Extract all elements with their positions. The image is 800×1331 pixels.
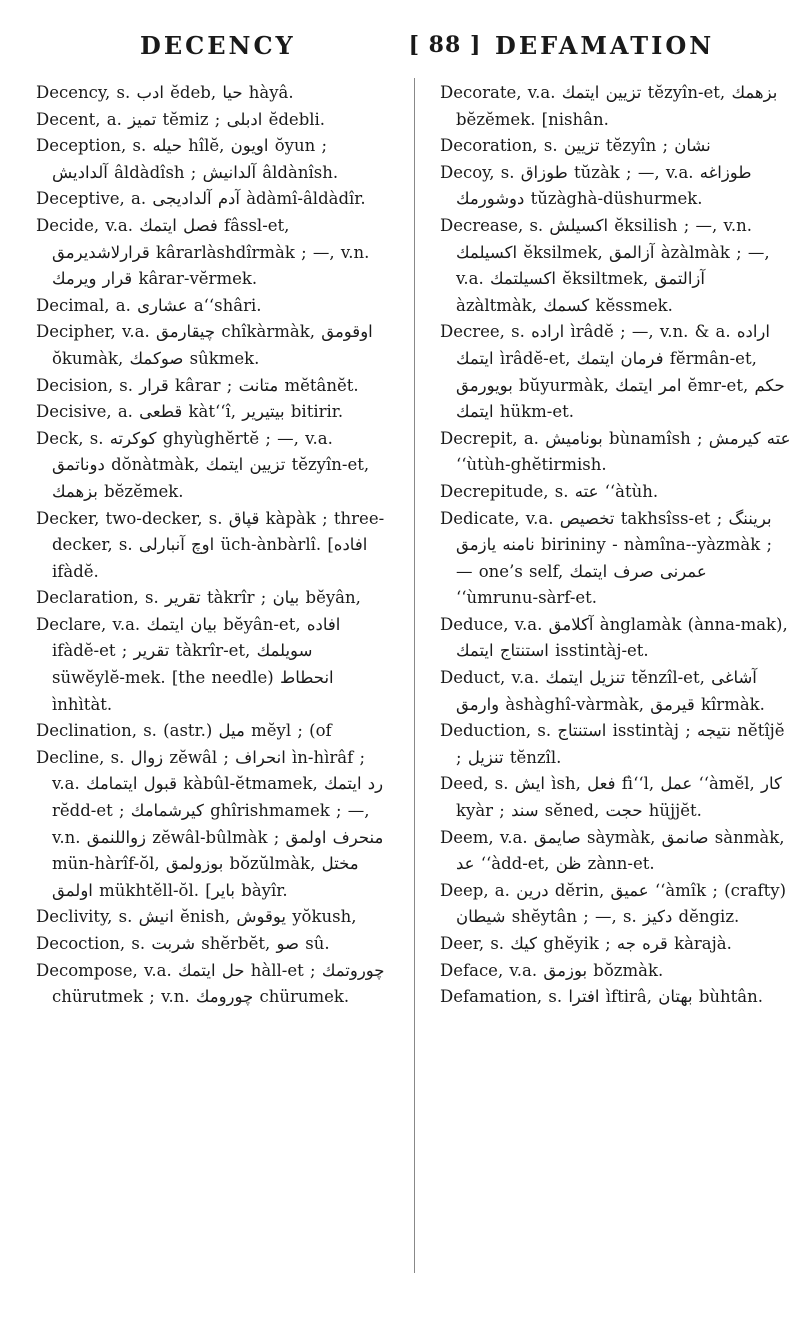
dictionary-entry: Deck, s. كوكرته ghyùghĕrtĕ ; —, v.a. دوناتمق dŏnàtmàk, تزيين ايتمك tĕzyîn-et, بزهمك bĕzĕmek. bbox=[36, 428, 376, 501]
header-right-word: DEFAMATION bbox=[495, 30, 715, 60]
dictionary-entry: Decoy, s. طوزاق tŭzàk ; —, v.a. طوزاغه دوشورمك tŭzàghà-düshurmek. bbox=[440, 162, 758, 209]
dictionary-entry: Deception, s. حيله hîlĕ, اويون ŏyun ; آلداديش âldàdîsh ; آلدانيش âldànîsh. bbox=[36, 136, 339, 182]
dictionary-entry: Declination, s. (astr.) ميل mĕyl ; (of bbox=[36, 721, 332, 741]
dictionary-entry: Deer, s. كيك ghĕyik ; قره جه kàrajà. bbox=[440, 934, 732, 953]
dictionary-entry: Declaration, s. تقرير tàkrîr ; بيان bĕyân, bbox=[36, 588, 361, 608]
dictionary-entry: Decompose, v.a. حل ايتمك hàll-et ; چوروتمك chürutmek ; v.n. چورومك chürumek. bbox=[36, 960, 391, 1007]
dictionary-entry: Deface, v.a. بوزمق bŏzmàk. bbox=[440, 960, 664, 980]
dictionary-entry: Decorate, v.a. تزيين ايتمك tĕzyîn-et, بزهمك bĕzĕmek. [nishân. bbox=[440, 83, 784, 129]
dictionary-entry: Decline, s. زوال zĕwâl ; انحراف ìn-hìrâf ; v.a. قبول ايتمامك kàbûl-ĕtmamek, رد ايتمك rĕdd-et ; كيرشمامك ghîrishmamek ; —, v.n. زواللنمق zĕwâl-bûlmàk ; منحرف اولمق mün-hàrîf-ŏl, بوزولمق bŏzŭlmàk, مختل اولمق mükhtĕll-ŏl. [باير bàyîr. bbox=[36, 747, 390, 900]
dictionary-entry: Decent, a. تميز tĕmiz ; ادبلى ĕdebli. bbox=[36, 109, 326, 129]
dictionary-entry: Decide, v.a. فصل ايتمك fâssl-et, قرارلاشديرمق kârarlàshdîrmàk ; —, v.n. قرار ويرمك kârar-vĕrmek. bbox=[36, 215, 376, 289]
dictionary-entry: Decoration, s. تزيين tĕzyîn ; نشان bbox=[440, 136, 711, 156]
dictionary-entry: Deduce, v.a. آكلامق ànglamàk (ànna-mak), استنتاج ايتمك isstintàj-et. bbox=[440, 614, 794, 661]
dictionary-entry: Decrepitude, s. عته ‘‘àtùh. bbox=[440, 481, 659, 501]
dictionary-entry: Decree, s. اراده ìrâdĕ ; —, v.n. & a. اراده ايتمك ìrâdĕ-et, فرمان ايتمك fĕrmân-et, بويورمق bŭyurmàk, امر ايتمك ĕmr-et, حكم ايتمك hükm-et. bbox=[440, 322, 791, 422]
left-column bbox=[36, 80, 391, 1011]
dictionary-entry: Decipher, v.a. چيقارمق chîkàrmàk, اوقومق ŏkumàk, صوكمك sûkmek. bbox=[36, 322, 379, 368]
dictionary-entry: Decision, s. قرار kârar ; متانت mĕtânĕt. bbox=[36, 375, 359, 395]
column-divider bbox=[414, 78, 415, 1273]
dictionary-entry: Decrease, s. اكسيلش ĕksilish ; —, v.n. اكسيلمك ĕksilmek, آزالمق àzàlmàk ; —, v.a. اكسيلتمك ĕksiltmek, آزالتمق àzàltmàk, كسمك kĕssmek. bbox=[440, 215, 776, 315]
dictionary-entry: Deduct, v.a. تنزيل ايتمك tĕnzîl-et, آشاغى وارمق àshàghî-vàrmàk, قيرمق kîrmàk. bbox=[440, 668, 765, 714]
dictionary-entry: Deem, v.a. صايمق sàymàk, صانمق sànmàk, عد ‘‘àdd-et, ظن zànn-et. bbox=[440, 827, 791, 874]
page-header bbox=[40, 28, 760, 62]
dictionary-entry: Decency, s. ادب ĕdeb, حيا hàyâ. bbox=[36, 83, 294, 102]
dictionary-entry: Defamation, s. افترا ìftirâ, بهتان bùhtân. bbox=[440, 987, 763, 1007]
dictionary-entry: Decisive, a. قطعى kàt‘‘î, بيتيرير bitirir. bbox=[36, 402, 344, 422]
dictionary-entry: Decimal, a. عشارى a‘‘shâri. bbox=[36, 295, 262, 315]
dictionary-entry: Decrepit, a. بوناميش bùnamîsh ; عته كيرمش ‘‘ùtùh-ghĕtirmish. bbox=[440, 428, 797, 475]
right-column bbox=[440, 80, 797, 1011]
page-number: [ 88 ] bbox=[408, 32, 482, 58]
dictionary-entry: Decker, two-decker, s. قپاق kàpàk ; three-decker, s. اوچ آنبارلى üch-ànbàrlî. [افاده ifàdĕ. bbox=[36, 508, 385, 581]
dictionary-entry: Decoction, s. شربت shĕrbĕt, صو sû. bbox=[36, 934, 330, 953]
dictionary-entry: Declare, v.a. بيان ايتمك bĕyân-et, افاده ifàdĕ-et ; تقرير tàkrîr-et, سويلمك süwĕylĕ-mek. [the needle) انحطاط ìnhìtàt. bbox=[36, 614, 347, 714]
dictionary-entry: Deduction, s. استنتاج isstintàj ; نتيجه nĕtîjĕ ; تنزيل tĕnzîl. bbox=[440, 721, 791, 767]
dictionary-entry: Deep, a. درين dĕrin, عميق ‘‘àmîk ; (crafty) شيطان shĕytân ; —, s. دكيز dĕngiz. bbox=[440, 880, 793, 927]
dictionary-entry: Deceptive, a. آدم آلداديجى àdàmî-âldàdîr. bbox=[36, 189, 366, 209]
dictionary-entry: Dedicate, v.a. تخصيص takhsîss-et ; بريننگ نامنه يازمق birininy - nàmîna--yàzmàk ; — one’s self, عمرنى صرف ايتمك ‘‘ùmrunu-sàrf-et. bbox=[440, 508, 779, 608]
header-left-word: DECENCY bbox=[140, 30, 296, 60]
dictionary-entry: Deed, s. ايش ìsh, فعل fì‘‘l, عمل ‘‘àmĕl, كار kyàr ; سند sĕned, حجت hüjjĕt. bbox=[440, 774, 789, 821]
dictionary-entry: Declivity, s. انيش ĕnish, يوقوش yŏkush, bbox=[36, 907, 357, 927]
